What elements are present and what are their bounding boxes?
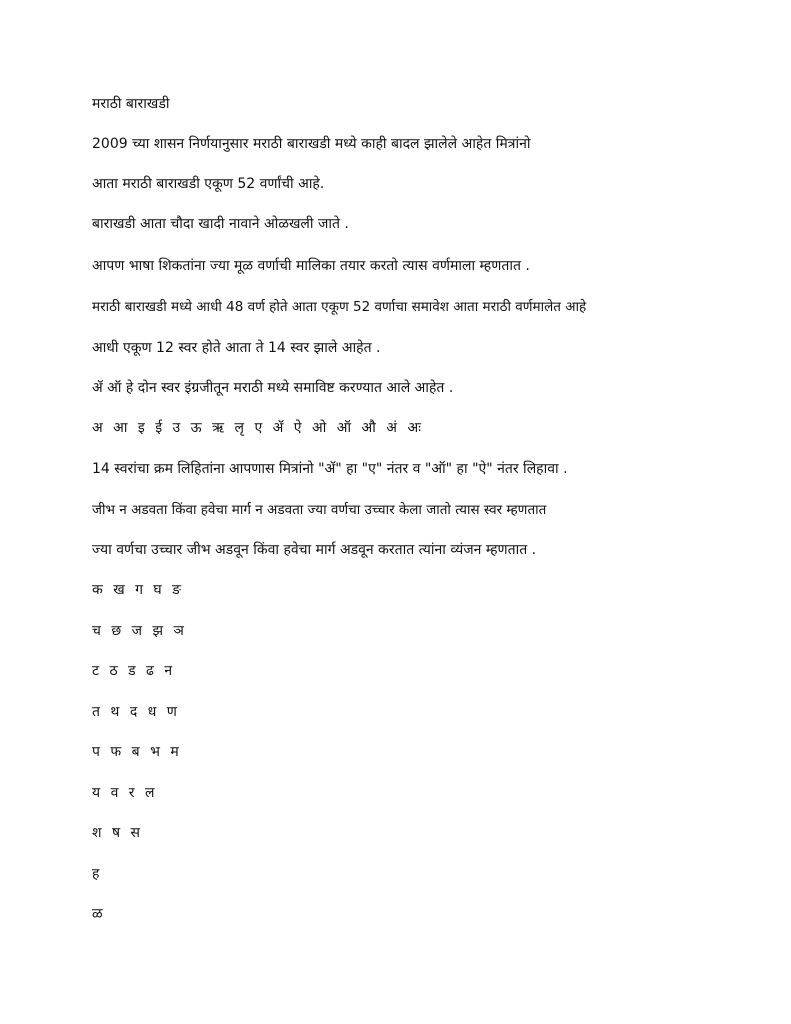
consonant-row-1: क ख ग घ ङ bbox=[92, 582, 182, 598]
consonant-row-3: ट ठ ड ढ न bbox=[92, 663, 173, 679]
paragraph-3: बाराखडी आता चौदा खादी नावाने ओळखली जाते . bbox=[92, 216, 349, 232]
paragraph-4: आपण भाषा शिकतांना ज्या मूळ वर्णाची मालिका तयार करतो त्यास वर्णमाला म्हणतात . bbox=[92, 258, 530, 274]
paragraph-10: जीभ न अडवता किंवा हवेचा मार्ग न अडवता ज्या वर्णचा उच्चार केला जातो त्यास स्वर म्हणतात bbox=[92, 502, 547, 518]
paragraph-6: आधी एकूण 12 स्वर होते आता ते 14 स्वर झाले आहेत . bbox=[92, 340, 381, 356]
paragraph-7: ॲ ऑ हे दोन स्वर इंग्रजीतून मराठी मध्ये समाविष्ट करण्यात आले आहेत . bbox=[92, 380, 454, 396]
paragraph-2: आता मराठी बाराखडी एकूण 52 वर्णांची आहे. bbox=[92, 176, 325, 192]
vowel-list: अ आ इ ई उ ऊ ऋ लृ ए ॲ ऐ ओ ऑ औ अं अः bbox=[92, 420, 421, 436]
consonant-row-4: त थ द ध ण bbox=[92, 704, 177, 720]
paragraph-11: ज्या वर्णचा उच्चार जीभ अडवून किंवा हवेचा मार्ग अडवून करतात त्यांना व्यंजन म्हणतात . bbox=[92, 542, 537, 558]
consonant-row-7: श ष स bbox=[92, 825, 140, 841]
consonant-row-2: च छ ज झ ञ bbox=[92, 623, 184, 639]
consonant-row-9: ळ bbox=[92, 906, 103, 922]
paragraph-5: मराठी बाराखडी मध्ये आधी 48 वर्ण होते आता एकूण 52 वर्णाचा समावेश आता मराठी वर्णमालेत आहे bbox=[92, 299, 587, 315]
consonant-row-6: य व र ल bbox=[92, 785, 155, 801]
consonant-row-8: ह bbox=[92, 866, 100, 882]
document-title: मराठी बाराखडी bbox=[92, 96, 170, 112]
paragraph-1: 2009 च्या शासन निर्णयानुसार मराठी बाराखडी मध्ये काही बादल झालेले आहेत मित्रांनो bbox=[92, 136, 531, 152]
paragraph-9: 14 स्वरांचा क्रम लिहितांना आपणास मित्रांनो "ॲ" हा "ए" नंतर व "ऑ" हा "ऐ" नंतर लिहावा . bbox=[92, 461, 568, 477]
consonant-row-5: प फ ब भ म bbox=[92, 744, 179, 760]
